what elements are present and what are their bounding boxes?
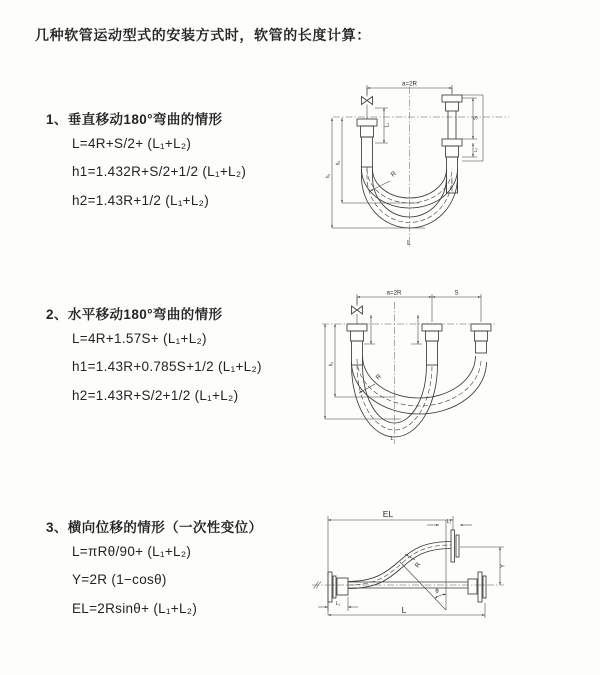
dim-label-l2: L₂	[473, 147, 478, 153]
formula: Y=2R (1−cosθ)	[72, 572, 167, 588]
dimensions	[325, 294, 481, 419]
hose-drawing	[347, 297, 491, 437]
length-label: L	[390, 436, 394, 442]
dim-label-a2r: a=2R	[386, 289, 402, 297]
diagram-vertical-180-bend	[313, 73, 598, 253]
radius-label: R	[413, 561, 423, 570]
length-label: L	[407, 240, 411, 247]
length-label: L	[401, 605, 407, 615]
radius-label: R	[389, 170, 398, 179]
dim-label-l1: L₁	[335, 601, 341, 607]
valve-icon	[352, 306, 363, 314]
dim-label-h2: h₂	[335, 160, 342, 166]
section-2-formulas	[72, 325, 262, 410]
centerlines	[333, 87, 509, 247]
dimensions	[332, 85, 483, 228]
page-title: 几种软管运动型式的安装方式时，软管的长度计算：	[35, 27, 371, 43]
dimensions	[318, 516, 504, 618]
hose-drawing	[328, 530, 486, 602]
formula: h1=1.432R+S/2+1/2 (L₁+L₂)	[72, 164, 247, 180]
radius-label: R	[374, 373, 383, 382]
dim-label-a2r: a=2R	[402, 80, 417, 88]
dim-label-h2: h₂	[328, 361, 335, 367]
section-1-heading: 1、垂直移动180°弯曲的情形	[46, 112, 223, 127]
section-3-formulas	[72, 538, 197, 623]
dim-label-el: EL	[382, 509, 394, 519]
formula: h2=1.43R+1/2 (L₁+L₂)	[72, 192, 210, 208]
section-1-formulas	[72, 130, 246, 215]
formula: L=πRθ/90+ (L₁+L₂)	[72, 544, 192, 559]
formula: h1=1.43R+0.785S+1/2 (L₁+L₂)	[72, 359, 262, 375]
formula: L=4R+1.57S+ (L₁+L₂)	[72, 331, 207, 346]
braid-section	[362, 137, 373, 167]
section-2-heading: 2、水平移动180°弯曲的情形	[46, 307, 223, 322]
section-3-heading: 3、横向位移的情形（一次性变位）	[46, 520, 263, 535]
braid-section	[476, 341, 487, 353]
braid-section	[427, 341, 438, 365]
dim-label-h1: h₁	[325, 173, 332, 179]
valve-icon	[362, 97, 373, 105]
formula: EL=2Rsinθ+ (L₁+L₂)	[72, 600, 198, 616]
dim-label-s: S	[454, 290, 459, 297]
angle-label: θ	[435, 589, 439, 595]
labels	[336, 509, 507, 615]
centerlines	[312, 582, 504, 589]
diagram-lateral-displacement	[298, 502, 598, 642]
formula: L=4R+S/2+ (L₁+L₂)	[72, 136, 192, 151]
centerlines	[322, 302, 496, 444]
formula: h2=1.43R+S/2+1/2 (L₁+L₂)	[72, 387, 239, 403]
dim-label-s: S	[473, 115, 480, 121]
dim-label-y: Y	[500, 563, 507, 569]
diagram-horizontal-180-bend	[308, 282, 600, 454]
dim-label-l2: L₂	[446, 519, 452, 525]
dim-label-l1: L₁	[384, 122, 391, 128]
